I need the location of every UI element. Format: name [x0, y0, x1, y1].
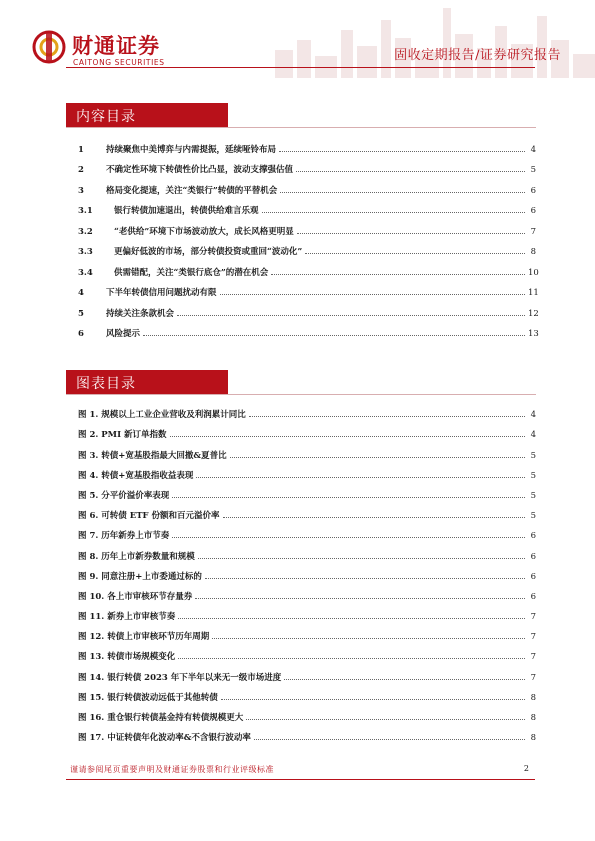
- figure-entry-title: 图 12. 转债上市审核环节历年周期: [78, 632, 210, 643]
- toc-entry-page: 4: [530, 144, 536, 155]
- figure-entry-title: 图 15. 银行转债波动远低于其他转债: [78, 692, 218, 703]
- figure-leader-dots: [172, 537, 525, 538]
- figure-entry[interactable]: [78, 562, 536, 582]
- toc-entry-page: 6: [530, 206, 536, 216]
- toc-entry-number: 4: [78, 288, 84, 298]
- figure-entry-title: 图 17. 中证转债年化波动率&不含银行波动率: [78, 733, 251, 744]
- toc-entry[interactable]: [78, 237, 536, 258]
- toc-heading: 内容目录: [76, 109, 136, 125]
- toc-leader-dots: [297, 233, 525, 234]
- toc-entry[interactable]: [78, 298, 539, 319]
- toc-entry-page: 12: [528, 308, 539, 319]
- figure-entry[interactable]: [78, 602, 536, 622]
- figure-leader-dots: [178, 618, 525, 619]
- table-of-contents: [78, 134, 539, 339]
- footer-divider: [66, 779, 535, 780]
- toc-entry-page: 7: [530, 226, 536, 237]
- toc-entry-number: 6: [78, 329, 84, 339]
- figure-entry[interactable]: [78, 521, 536, 541]
- toc-leader-dots: [305, 253, 525, 254]
- figure-entry-page: 5: [530, 450, 536, 461]
- figure-leader-dots: [230, 457, 525, 458]
- figure-entry-page: 8: [530, 692, 536, 703]
- toc-entry-page: 13: [528, 329, 539, 339]
- figure-leader-dots: [249, 416, 525, 417]
- figure-entry-page: 7: [530, 632, 536, 643]
- figure-entry[interactable]: [78, 582, 536, 602]
- toc-leader-dots: [296, 171, 525, 172]
- toc-entry[interactable]: [78, 216, 536, 237]
- toc-leader-dots: [220, 294, 525, 295]
- toc-entry[interactable]: [78, 196, 536, 217]
- toc-entry[interactable]: [78, 175, 536, 196]
- report-type-label: 固收定期报告/证券研究报告: [394, 48, 561, 63]
- figure-entry-title: 图 6. 可转债 ETF 份额和百元溢价率: [78, 511, 220, 522]
- figure-entry-page: 5: [530, 470, 536, 481]
- figures-heading-bar: [66, 370, 228, 394]
- figure-entry-title: 图 9. 同意注册+上市委通过标的: [78, 571, 202, 582]
- toc-entry-number: 3.2: [78, 226, 93, 237]
- toc-heading-rule: [66, 127, 536, 128]
- figure-entry-page: 8: [530, 713, 536, 723]
- figure-entry[interactable]: [78, 501, 536, 521]
- figure-entry-page: 6: [530, 531, 536, 542]
- toc-leader-dots: [280, 192, 525, 193]
- figure-entry[interactable]: [78, 481, 536, 501]
- toc-entry-title: 不确定性环境下转债性价比凸显，波动支撑强估值: [106, 165, 294, 175]
- figure-leader-dots: [196, 477, 525, 478]
- toc-entry[interactable]: [78, 155, 536, 176]
- figure-entry[interactable]: [78, 642, 536, 662]
- figure-entry-page: 6: [530, 571, 536, 582]
- figure-entry-page: 4: [530, 410, 536, 421]
- toc-entry-number: 5: [78, 308, 84, 319]
- toc-entry-page: 5: [530, 165, 536, 175]
- toc-entry-page: 11: [528, 288, 539, 298]
- figure-entry-page: 5: [530, 511, 536, 522]
- figure-leader-dots: [170, 436, 525, 437]
- logo-emblem-icon: [32, 30, 66, 64]
- toc-entry-number: 3.4: [78, 267, 93, 278]
- figure-leader-dots: [198, 558, 525, 559]
- toc-entry-page: 8: [530, 247, 536, 257]
- figure-entry[interactable]: [78, 400, 536, 420]
- figure-entry-title: 图 2. PMI 新订单指数: [78, 430, 167, 441]
- toc-entry-title: 下半年转债信用问题扰动有限: [106, 288, 217, 298]
- toc-entry-number: 3.3: [78, 247, 93, 257]
- toc-entry[interactable]: [78, 134, 536, 155]
- toc-heading-bar: [66, 103, 228, 127]
- figure-entry-title: 图 14. 银行转债 2023 年下半年以来无一级市场进度: [78, 672, 282, 683]
- figure-leader-dots: [205, 578, 525, 579]
- figure-entry-page: 6: [530, 551, 536, 562]
- toc-leader-dots: [177, 315, 525, 316]
- toc-entry-title: 银行转债加速退出，转债供给难言乐观: [114, 206, 259, 216]
- toc-entry-page: 10: [528, 267, 539, 278]
- company-name-en: CAITONG SECURITIES: [73, 58, 165, 67]
- toc-entry-title: 更偏好低波的市场，部分转债投资或重回“波动化”: [114, 247, 303, 257]
- figure-entry[interactable]: [78, 683, 536, 703]
- toc-entry[interactable]: [78, 319, 539, 340]
- toc-entry-number: 3.1: [78, 206, 93, 216]
- toc-entry-number: 1: [78, 144, 84, 155]
- toc-leader-dots: [271, 274, 525, 275]
- figure-entry[interactable]: [78, 541, 536, 561]
- figure-entry-page: 6: [530, 591, 536, 602]
- list-of-figures: [78, 400, 536, 743]
- figure-entry[interactable]: [78, 723, 536, 743]
- toc-leader-dots: [143, 335, 525, 336]
- figure-leader-dots: [223, 517, 525, 518]
- figure-entry[interactable]: [78, 440, 536, 460]
- figure-entry[interactable]: [78, 461, 536, 481]
- toc-entry-title: 格局变化提速，关注“类银行”转债的平替机会: [106, 185, 278, 196]
- figure-entry-title: 图 3. 转债+宽基股指最大回撤&夏普比: [78, 450, 227, 461]
- figure-entry-title: 图 16. 重仓银行转债基金持有转债规模更大: [78, 713, 244, 723]
- figure-leader-dots: [178, 658, 525, 659]
- figure-entry[interactable]: [78, 662, 536, 682]
- toc-leader-dots: [262, 212, 525, 213]
- figure-entry-title: 图 4. 转债+宽基股指收益表现: [78, 470, 194, 481]
- figure-entry-page: 8: [530, 733, 536, 744]
- figure-entry-page: 4: [530, 430, 536, 441]
- figure-entry-page: 7: [530, 672, 536, 683]
- figure-entry-title: 图 10. 各上市审核环节存量券: [78, 591, 193, 602]
- figure-leader-dots: [172, 497, 525, 498]
- figure-entry-title: 图 11. 新券上市审核节奏: [78, 612, 176, 623]
- figure-leader-dots: [212, 638, 525, 639]
- figure-leader-dots: [195, 598, 525, 599]
- figure-entry-title: 图 13. 转债市场规模变化: [78, 652, 176, 663]
- figure-entry-page: 7: [530, 652, 536, 663]
- figures-heading-rule: [66, 394, 536, 395]
- toc-entry-number: 3: [78, 185, 84, 196]
- toc-entry-page: 6: [530, 185, 536, 196]
- figures-heading: 图表目录: [76, 376, 136, 392]
- figure-entry[interactable]: [78, 622, 536, 642]
- figure-entry[interactable]: [78, 420, 536, 440]
- figure-entry[interactable]: [78, 703, 536, 723]
- toc-entry-title: 风险提示: [106, 329, 141, 339]
- page-number: 2: [523, 764, 529, 773]
- figure-leader-dots: [284, 679, 525, 680]
- toc-entry-number: 2: [78, 165, 84, 175]
- toc-entry-title: “老供给”环境下市场波动放大，成长风格更明显: [114, 226, 294, 237]
- figure-entry-title: 图 7. 历年新券上市节奏: [78, 531, 170, 542]
- figure-leader-dots: [254, 739, 525, 740]
- toc-entry-title: 供需错配，关注“类银行底仓”的潜在机会: [114, 267, 269, 278]
- toc-entry-title: 持续聚焦中美博弈与内需提振，延续哑铃布局: [106, 144, 277, 155]
- toc-entry[interactable]: [78, 278, 539, 299]
- figure-entry-title: 图 1. 规模以上工业企业营收及利润累计同比: [78, 410, 246, 421]
- disclaimer-note: 谨请参阅尾页重要声明及财通证券股票和行业评级标准: [70, 765, 274, 774]
- figure-entry-page: 7: [530, 612, 536, 623]
- toc-leader-dots: [279, 151, 525, 152]
- figure-entry-title: 图 8. 历年上市新券数量和规模: [78, 551, 195, 562]
- header-divider: [66, 67, 535, 68]
- toc-entry[interactable]: [78, 257, 539, 278]
- figure-leader-dots: [246, 719, 525, 720]
- figure-entry-title: 图 5. 分平价溢价率表现: [78, 490, 170, 501]
- figure-entry-page: 5: [530, 490, 536, 501]
- company-name-cn: 财通证券: [72, 34, 160, 58]
- toc-entry-title: 持续关注条款机会: [106, 308, 175, 319]
- figure-leader-dots: [221, 699, 525, 700]
